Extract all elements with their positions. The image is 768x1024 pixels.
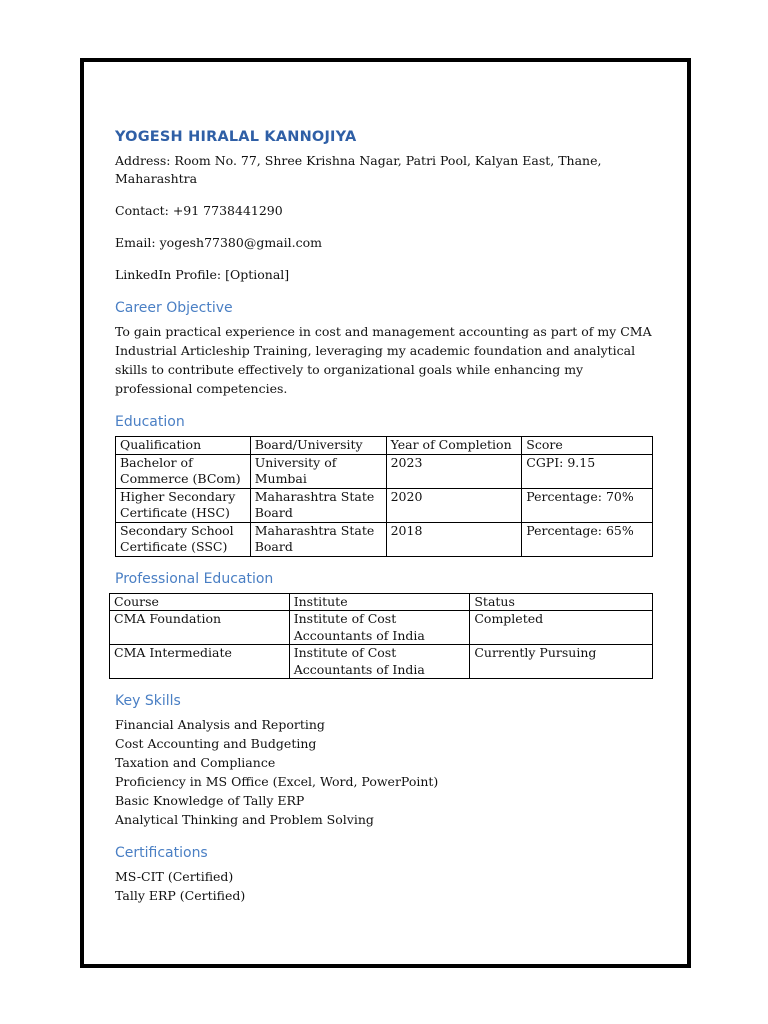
professional-education-table: [109, 593, 653, 680]
table-cell: University of Mumbai: [250, 454, 386, 488]
email-line: Email: yogesh77380@gmail.com: [115, 235, 322, 250]
table-header-cell: Qualification: [116, 437, 251, 455]
list-item: Financial Analysis and Reporting: [115, 717, 325, 732]
table-cell: Institute of Cost Accountants of India: [289, 645, 470, 679]
certifications-list: [115, 867, 655, 905]
table-cell: Higher Secondary Certificate (HSC): [116, 488, 251, 522]
list-item: MS-CIT (Certified): [115, 869, 234, 884]
skills-list: [115, 715, 655, 829]
education-heading: Education: [115, 414, 185, 430]
certifications-heading: Certifications: [115, 845, 208, 861]
table-cell: Completed: [470, 611, 653, 645]
table-cell: Currently Pursuing: [470, 645, 653, 679]
key-skills-heading: Key Skills: [115, 693, 181, 709]
list-item: Analytical Thinking and Problem Solving: [115, 812, 374, 827]
table-header-cell: Board/University: [250, 437, 386, 455]
table-cell: Maharashtra State Board: [250, 488, 386, 522]
linkedin-line: LinkedIn Profile: [Optional]: [115, 267, 290, 282]
candidate-name: YOGESH HIRALAL KANNOJIYA: [115, 129, 357, 145]
list-item: Taxation and Compliance: [115, 755, 276, 770]
list-item: Cost Accounting and Budgeting: [115, 736, 317, 751]
table-header-cell: Institute: [289, 593, 470, 611]
table-cell: 2018: [386, 522, 522, 556]
resume-content: [115, 126, 655, 905]
list-item: Proficiency in MS Office (Excel, Word, PowerPoint): [115, 774, 439, 789]
professional-header-row: [110, 593, 653, 611]
table-row: [116, 488, 653, 522]
table-header-cell: Score: [522, 437, 653, 455]
list-item: Tally ERP (Certified): [115, 888, 246, 903]
table-cell: Percentage: 65%: [522, 522, 653, 556]
table-row: [116, 522, 653, 556]
table-cell: Institute of Cost Accountants of India: [289, 611, 470, 645]
list-item: Basic Knowledge of Tally ERP: [115, 793, 305, 808]
professional-education-heading: Professional Education: [115, 570, 274, 587]
table-header-cell: Year of Completion: [386, 437, 522, 455]
table-row: [110, 645, 653, 679]
table-cell: CMA Foundation: [110, 611, 290, 645]
table-cell: Maharashtra State Board: [250, 522, 386, 556]
table-cell: 2020: [386, 488, 522, 522]
education-header-row: [116, 437, 653, 455]
table-cell: CGPI: 9.15: [522, 454, 653, 488]
table-row: [110, 611, 653, 645]
table-header-cell: Status: [470, 593, 653, 611]
table-cell: Bachelor of Commerce (BCom): [116, 454, 251, 488]
resume-page: [80, 58, 691, 968]
career-objective-heading: Career Objective: [115, 300, 233, 316]
address-line: Address: Room No. 77, Shree Krishna Nagar, Patri Pool, Kalyan East, Thane, Maharashtra: [115, 153, 602, 186]
contact-line: Contact: +91 7738441290: [115, 203, 283, 218]
table-cell: Percentage: 70%: [522, 488, 653, 522]
table-cell: 2023: [386, 454, 522, 488]
table-cell: CMA Intermediate: [110, 645, 290, 679]
table-row: [116, 454, 653, 488]
table-cell: Secondary School Certificate (SSC): [116, 522, 251, 556]
education-table: [115, 436, 653, 557]
table-header-cell: Course: [110, 593, 290, 611]
career-objective-text: To gain practical experience in cost and management accounting as part of my CMA Industrial Articleship Training, leveraging my academic foundation and analytical skills to contribute effectively to organizational goals while enhancing my professional competencies.: [115, 324, 652, 396]
